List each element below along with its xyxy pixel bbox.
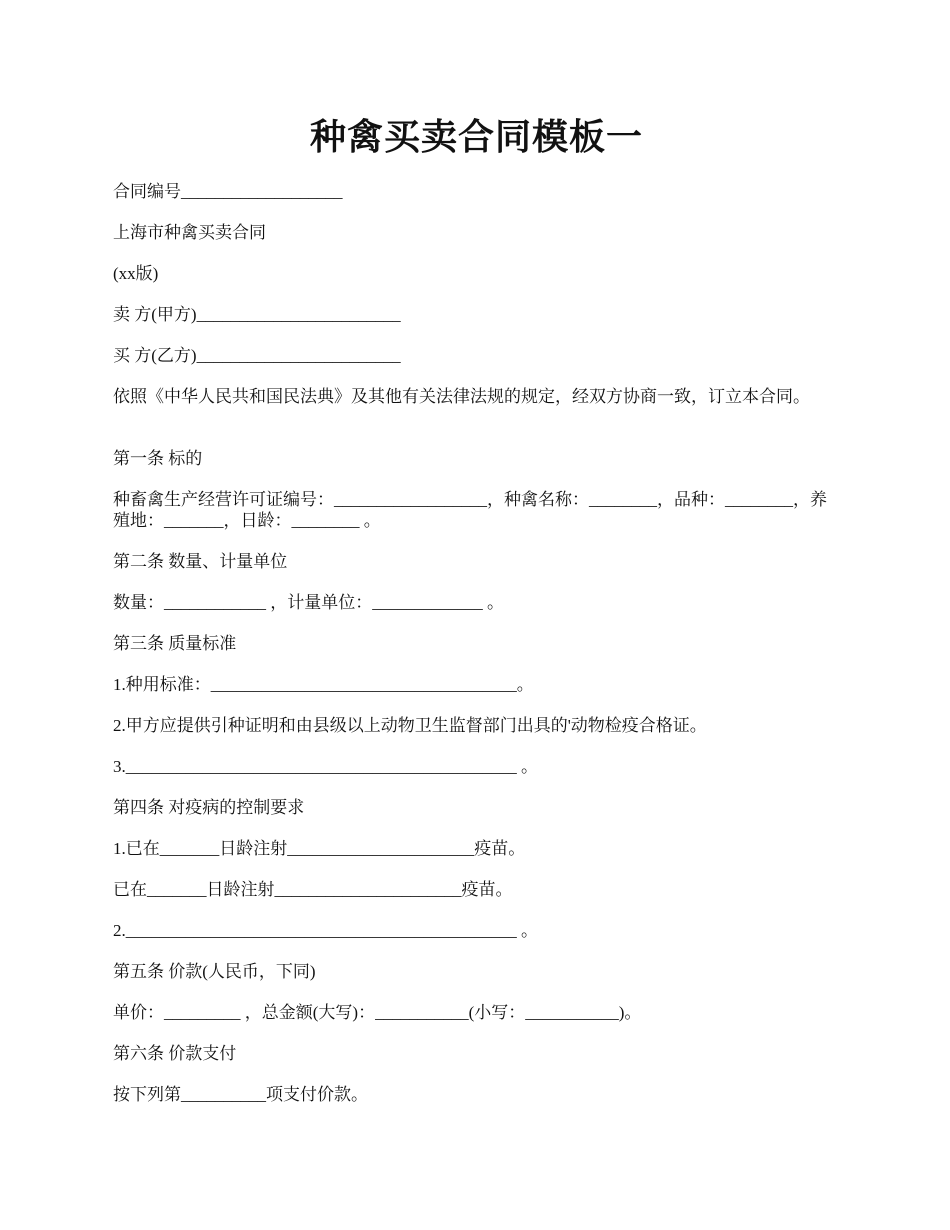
- seller-line: 卖 方(甲方)________________________: [113, 305, 401, 324]
- article-3-item-2: 2.甲方应提供引种证明和由县级以上动物卫生监督部门出具的'动物检疫合格证。: [113, 716, 707, 735]
- document-title: 种禽买卖合同模板一: [309, 117, 643, 157]
- contract-version: (xx版): [113, 264, 159, 283]
- article-2-body: 数量：____________ ，计量单位：_____________ 。: [113, 593, 504, 612]
- article-6-body: 按下列第__________项支付价款。: [113, 1085, 368, 1104]
- article-4-heading: 第四条 对疫病的控制要求: [113, 798, 305, 817]
- article-3-heading: 第三条 质量标准: [113, 634, 237, 653]
- article-1-body: 种畜禽生产经营许可证编号：__________________，种禽名称：________，品种：________，养殖地：_______，日龄：________ 。: [113, 490, 827, 530]
- article-2-heading: 第二条 数量、计量单位: [113, 552, 288, 571]
- preamble-paragraph: 依照《中华人民共和国民法典》及其他有关法律法规的规定，经双方协商一致，订立本合同。: [113, 387, 810, 406]
- article-5-body: 单价：_________ ，总金额(大写)：___________(小写：___________)。: [113, 1003, 642, 1022]
- article-5-heading: 第五条 价款(人民币，下同): [113, 962, 316, 981]
- article-4-item-2: 2.______________________________________________ 。: [113, 921, 538, 940]
- article-1-heading: 第一条 标的: [113, 449, 203, 468]
- article-4-item-1-continued: 已在_______日龄注射______________________疫苗。: [113, 880, 513, 899]
- article-3-item-3: 3.______________________________________________ 。: [113, 757, 538, 776]
- contract-subtitle: 上海市种禽买卖合同: [113, 223, 266, 242]
- buyer-line: 买 方(乙方)________________________: [113, 346, 401, 365]
- article-3-item-1: 1.种用标准：____________________________________。: [113, 675, 534, 694]
- article-4-item-1: 1.已在_______日龄注射______________________疫苗。: [113, 839, 526, 858]
- article-6-heading: 第六条 价款支付: [113, 1044, 237, 1063]
- contract-number-line: 合同编号___________________: [113, 182, 343, 201]
